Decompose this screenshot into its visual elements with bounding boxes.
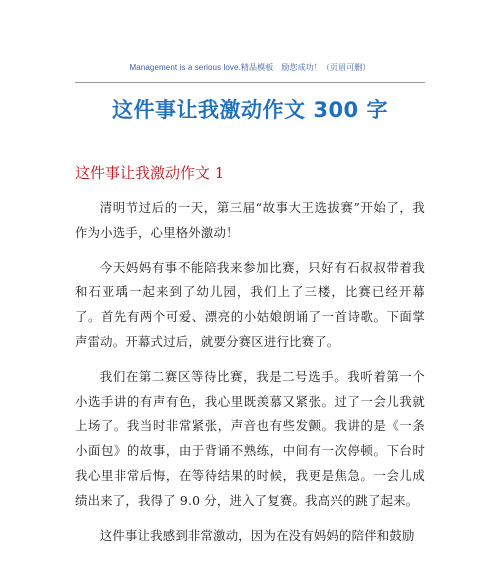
paragraph: 我们在第二赛区等待比赛，我是二号选手。我听着第一个小选手讲的有声有色，我心里既羡慕又紧张。过了一会儿我就上场了。我当时非常紧张，声音也有些发颤。我讲的是《一条小面包》的故事，由于背诵不熟练，中间有一次停顿。下台时我心里非常后悔，在等待结果的时候，我更是焦急。一会儿成绩出来了，我得了 9.0 分，进入了复赛。我高兴的跳了起来。 [75, 368, 425, 508]
section-heading: 这件事让我激动作文 1 [75, 164, 225, 182]
paragraph: 这件事让我感到非常激动，因为在没有妈妈的陪伴和鼓励 [99, 527, 415, 543]
document-body [75, 196, 425, 558]
paragraph: 清明节过后的一天，第三届“故事大王选拔赛”开始了，我作为小选手，心里格外激动！ [75, 200, 425, 240]
header-divider [75, 82, 425, 83]
page-header-tagline: Management is a serious love.精品模板 励您成功！（页眉可删） [129, 63, 371, 72]
paragraph: 今天妈妈有事不能陪我来参加比赛，只好有石叔叔带着我和石亚瑀一起来到了幼儿园，我们上了三楼，比赛已经开幕了。首先有两个可爱、漂亮的小姑娘朗诵了一首诗歌。下面掌声雷动。开幕式过后，就要分赛区进行比赛了。 [75, 259, 425, 349]
document-title: 这件事让我激动作文 300 字 [112, 98, 388, 122]
